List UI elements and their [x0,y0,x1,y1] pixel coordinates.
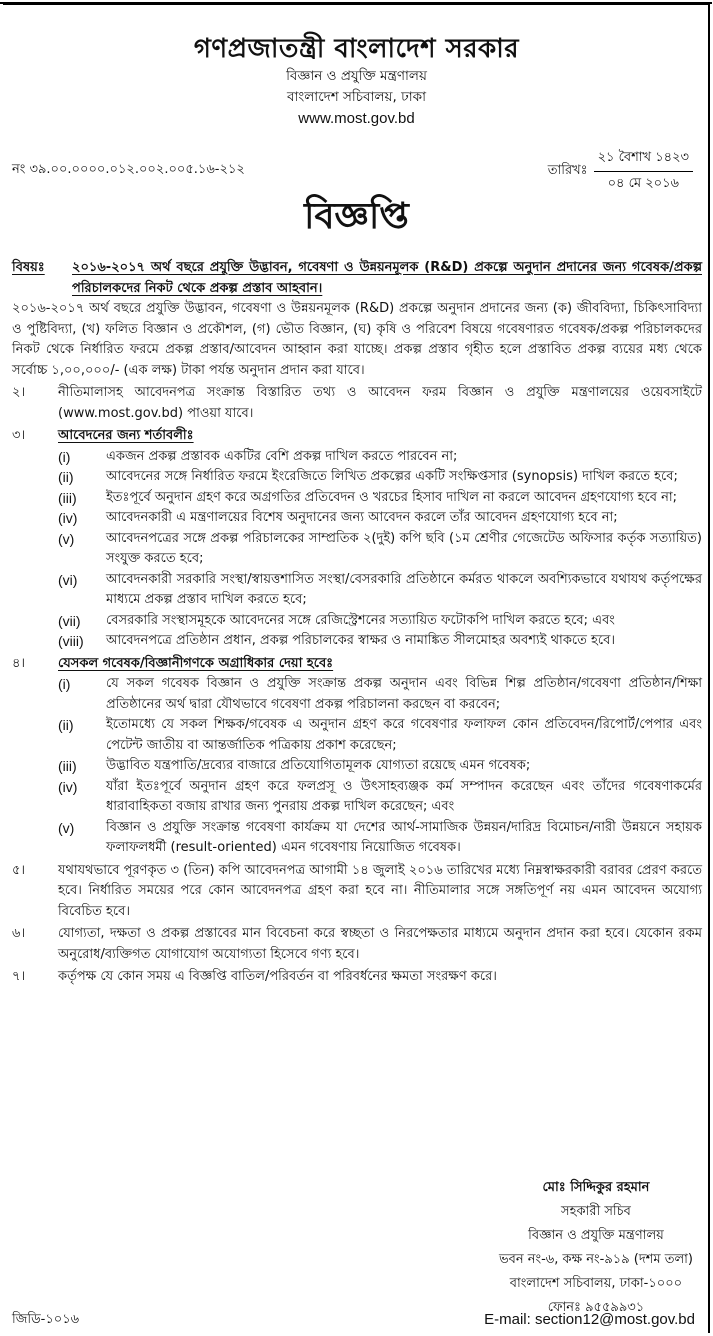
section-3 [12,426,702,447]
signatory-phone: ফোনঃ ৯৫৫৯৯৩১ [547,1300,645,1315]
subject-line [12,258,702,299]
section-4 [12,654,702,675]
subject-label: বিষয়ঃ [12,260,45,275]
intro-paragraph: ২০১৬-২০১৭ অর্থ বছরে প্রযুক্তি উদ্ভাবন, গবেষণা ও উন্নয়নমূলক (R&D) প্রকল্পে অনুদান প্রদানের জন্য (ক) জীববিদ্যা, চিকিৎসাবিদ্যা ও পুষ্টিবিদ্যা, (খ) ফলিত বিজ্ঞান ও প্রকৌশল, (গ) ভৌত বিজ্ঞান, (ঘ) কৃষি ও পরিবেশ বিষয়ে গবেষণারত গবেষক/প্রকল্প পরিচালকদের নিকট থেকে নির্ধারিত ফরমে প্রকল্প প্রস্তাব/আবেদন আহ্বান করা যাচ্ছে। প্রকল্প প্রস্তাব গৃহীত হলে প্রস্তাবিত প্রকল্প ব্যয়ের মধ্য থেকে সর্বোচ্চ ১,০০,০০০/- (এক লক্ষ) টাকা পর্যন্ত অনুদান প্রদান করা যাবে। [12,301,702,378]
signatory-address: বাংলাদেশ সচিবালয়, ঢাকা-১০০০ [509,1276,683,1291]
memo-number: নং ৩৯.০০.০০০০.০১২.০০২.০০৫.১৬-২১২ [12,162,245,177]
subject-text: ২০১৬-২০১৭ অর্থ বছরে প্রযুক্তি উদ্ভাবন, গবেষণা ও উন্নয়নমূলক (R&D) প্রকল্পে অনুদান প্রদানের জন্য গবেষক/প্রকল্প পরিচালকদের নিকট থেকে প্রকল্প প্রস্তাব আহবান। [72,260,702,296]
signatory-ministry: বিজ্ঞান ও প্রযুক্তি মন্ত্রণালয় [528,1228,664,1243]
item-roman: (viii) [58,633,84,649]
section-number: ৩। [12,428,26,443]
section-text: নীতিমালাসহ আবেদনপত্র সংক্রান্ত বিস্তারিত তথ্য ও আবেদন ফরম বিজ্ঞান ও প্রযুক্তি মন্ত্রণালয়ের ওয়েবসাইটে (www.most.gov.bd) পাওয়া যাবে। [58,385,702,421]
list-item [58,508,702,529]
date-bangla: ২১ বৈশাখ ১৪২৩ [594,148,693,172]
item-roman: (iv) [58,778,78,795]
item-text: ইতোমধ্যে যে সকল শিক্ষক/গবেষক এ অনুদান গ্রহণ করে গবেষণার ফলাফল কোন প্রতিবেদন/রিপোর্ট/পেপার এবং পেটেন্ট জাতীয় বা আন্তর্জাতিক পত্রিকায় প্রকাশ করেছেন; [106,717,702,753]
section-heading: যেসকল গবেষক/বিজ্ঞানীগণকে অগ্রাধিকার দেয়া হবেঃ [58,655,334,671]
contact-email: E-mail: section12@most.gov.bd [484,1311,695,1328]
item-roman: (iii) [58,489,77,506]
section-number: ৫। [12,862,26,878]
list-item [58,611,702,632]
section-heading: আবেদনের জন্য শর্তাবলীঃ [58,428,194,443]
list-item [58,777,702,818]
item-roman: (iv) [58,510,78,526]
section-number: ৪। [12,655,26,671]
item-text: আবেদনকারী সরকারি সংস্থা/স্বায়ত্তশাসিত সংস্থা/বেসরকারি প্রতিষ্ঠানে কর্মরত থাকলে অবশ্যিকভাবে যথাযথ কর্তৃপক্ষের মাধ্যমে প্রকল্প প্রস্তাব দাখিল করতে হবে; [106,571,702,607]
item-text: বেসরকারি সংস্থাসমূহকে আবেদনের সঙ্গে রেজিস্ট্রেশনের সত্যায়িত ফটোকপি দাখিল করতে হবে; এবং [106,612,615,628]
section-6 [12,924,702,965]
item-text: আবেদনকারী এ মন্ত্রণালয়ের বিশেষ অনুদানের জন্য আবেদন করলে তাঁর আবেদন গ্রহণযোগ্য হবে না; [106,510,618,525]
list-item [58,447,702,468]
item-text: উদ্ভাবিত যন্ত্রপাতি/দ্রব্যের বাজারে প্রতিযোগিতামূলক যোগ্যতা রয়েছে এমন গবেষক; [106,758,531,773]
item-text: আবেদনের সঙ্গে নির্ধারিত ফরমে ইংরেজিতে লিখিত প্রকল্পের একটি সংক্ষিপ্তসার (synopsis) দাখিল করতে হবে; [106,469,678,484]
item-roman: (i) [58,448,71,465]
list-item [58,570,702,611]
section-text: যোগ্যতা, দক্ষতা ও প্রকল্প প্রস্তাবের মান বিবেচনা করে স্বচ্ছতা ও নিরপেক্ষতার মাধ্যমে অনুদান প্রদান করা হবে। যেকোন রকম অনুরোধ/ব্যক্তিগত যোগাযোগ অযোগ্যতা হিসেবে গণ্য হবে। [58,926,702,962]
date-gregorian: ০৪ মে ২০১৬ [607,175,680,191]
item-text: যাঁরা ইতঃপূর্বে অনুদান গ্রহণ করে ফলপ্রসূ ও উৎসাহব্যঞ্জক কর্ম সম্পাদন করেছেন এবং তাঁদের গবেষণাকর্মের ধারাবাহিকতা বজায় রাখার জন্য পুনরায় প্রকল্প দাখিল করেছেন; এবং [106,778,702,814]
item-roman: (v) [58,530,75,547]
section-number: ৭। [12,969,26,984]
ministry-name: বিজ্ঞান ও প্রযুক্তি মন্ত্রণালয় [286,68,427,84]
conditions-list [58,447,702,652]
date-block [548,148,693,194]
notice-body [12,258,702,988]
list-item [58,715,702,756]
signature-block [499,1176,693,1320]
item-text: যে সকল গবেষক বিজ্ঞান ও প্রযুক্তি সংক্রান্ত প্রকল্প অনুদান এবং বিভিন্ন শিল্প প্রতিষ্ঠান/গবেষণা প্রতিষ্ঠান/শিক্ষা প্রতিষ্ঠানের অর্থ দ্বারা যৌথভাবে গবেষণা প্রকল্প পরিচালনা করছেন বা করবেন; [106,676,702,712]
list-item [58,467,702,488]
item-text: আবেদনপত্রে প্রতিষ্ঠান প্রধান, প্রকল্প পরিচালকের স্বাক্ষর ও নামাঙ্কিত সীলমোহর অবশ্যই থাকতে হবে। [106,633,615,648]
section-2 [12,383,702,424]
section-7 [12,967,702,988]
item-roman: (iii) [58,758,77,774]
section-5 [12,861,702,923]
signatory-room: ভবন নং-৬, কক্ষ নং-৯১৯ (দশম তলা) [498,1252,693,1267]
item-roman: (vii) [58,612,81,629]
list-item [58,488,702,509]
section-number: ২। [12,385,26,400]
item-roman: (ii) [58,469,74,485]
signatory-name: মোঃ সিদ্দিকুর রহমান [542,1180,650,1195]
list-item [58,529,702,570]
list-item [58,756,702,777]
item-text: আবেদনপত্রের সঙ্গে প্রকল্প পরিচালকের সাম্প্রতিক ২(দুই) কপি ছবি (১ম শ্রেণীর গেজেটেড অফিসার কর্তৃক সত্যায়িত) সংযুক্ত করতে হবে; [106,530,702,566]
government-title: গণপ্রজাতন্ত্রী বাংলাদেশ সরকার [193,34,520,64]
signatory-designation: সহকারী সচিব [561,1204,631,1219]
letterhead [0,32,713,130]
section-text: কর্তৃপক্ষ যে কোন সময় এ বিজ্ঞপ্তি বাতিল/পরিবর্তন বা পরিবর্ধনের ক্ষমতা সংরক্ষণ করে। [58,969,497,984]
item-roman: (ii) [58,717,74,733]
section-number: ৬। [12,926,26,941]
date-stack [594,148,693,194]
ministry-website: www.most.gov.bd [298,110,415,127]
item-roman: (v) [58,819,75,836]
footer-code: জিডি-১০১৬ [12,1312,80,1327]
notice-title: বিজ্ঞপ্তি [304,196,409,237]
priority-list [58,674,702,859]
item-text: একজন প্রকল্প প্রস্তাবক একটির বেশি প্রকল্প দাখিল করতে পারবেন না; [106,448,458,464]
list-item [58,818,702,859]
item-roman: (vi) [58,571,78,588]
section-text: যথাযথভাবে পূরণকৃত ৩ (তিন) কপি আবেদনপত্র আগামী ১৪ জুলাই ২০১৬ তারিখের মধ্যে নিম্নস্বাক্ষরকারী বরাবর প্রেরণ করতে হবে। নির্ধারিত সময়ের পরে কোন আবেদনপত্র গ্রহণ করা হবে না। নীতিমালার সঙ্গে সঙ্গতিপূর্ণ নয় এমন আবেদন অযোগ্য বিবেচিত হবে। [58,862,702,919]
item-text: ইতঃপূর্বে অনুদান গ্রহণ করে অগ্রগতির প্রতিবেদন ও খরচের হিসাব দাখিল না করলে আবেদন গ্রহণযোগ্য হবে না; [106,489,677,505]
list-item [58,631,702,652]
ministry-address: বাংলাদেশ সচিবালয়, ঢাকা [286,89,426,105]
list-item [58,674,702,715]
item-text: বিজ্ঞান ও প্রযুক্তি সংক্রান্ত গবেষণা কার্যক্রম যা দেশের আর্থ-সামাজিক উন্নয়ন/দারিদ্র বিমোচন/নারী উন্নয়নে সহায়ক ফলাফলধর্মী (result-oriented) এমন গবেষণায় নিয়োজিত গবেষক। [106,819,702,855]
date-label: তারিখঃ [547,162,588,178]
item-roman: (i) [58,676,71,692]
